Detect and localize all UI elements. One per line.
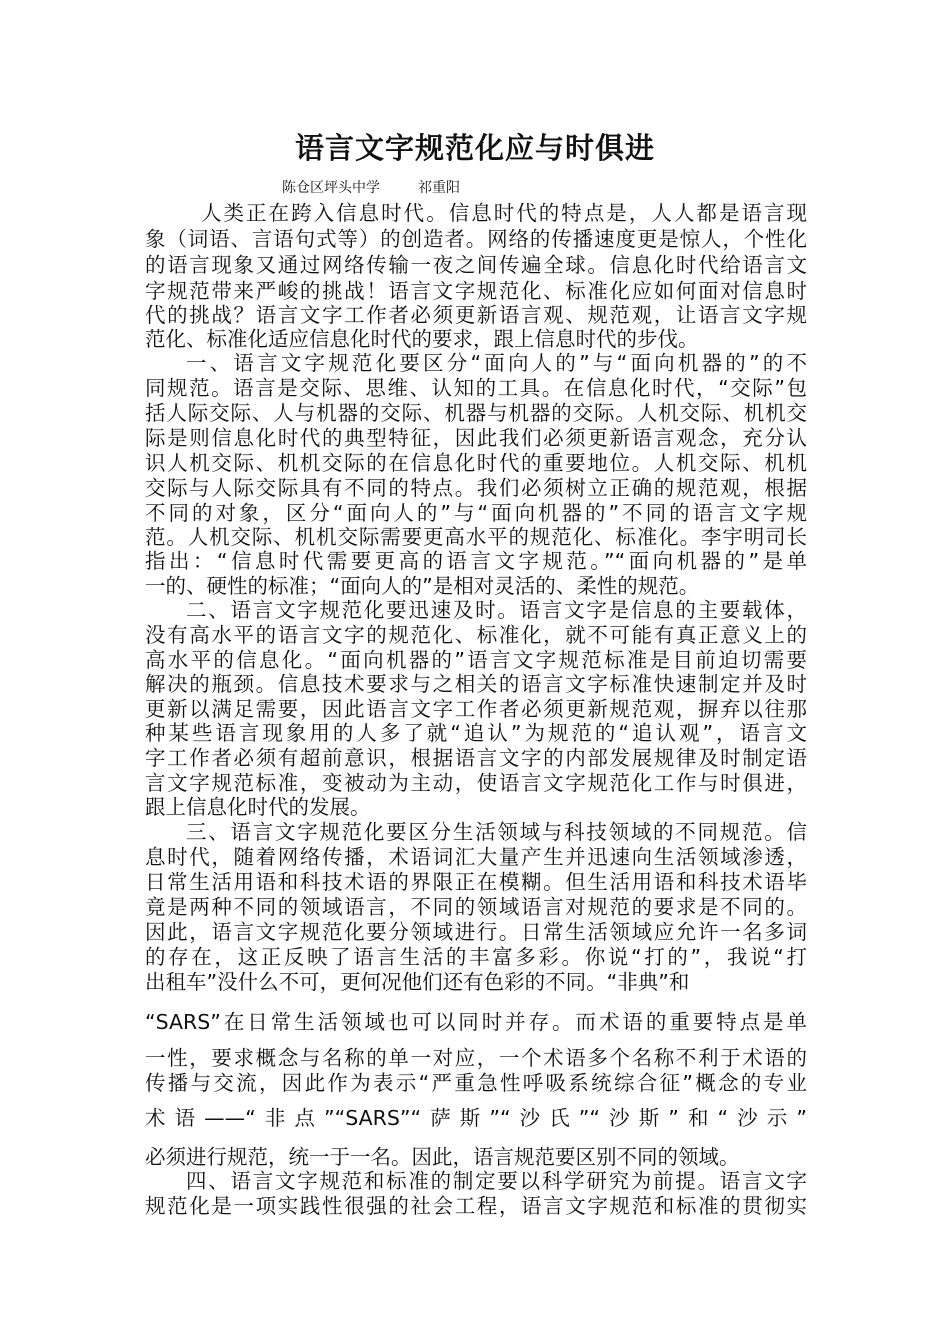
body-line: “SARS”在日常生活领域也可以同时并存。而术语的重要特点是单 — [145, 1010, 807, 1034]
body-line: 言文字规范标准，变被动为主动，使语言文字规范化工作与时俱进， — [145, 771, 807, 795]
body-line: 同规范。语言是交际、思维、认知的工具。在信息化时代，“交际”包 — [145, 376, 807, 400]
body-line: 三、语言文字规范化要区分生活领域与科技领域的不同规范。信 — [186, 820, 807, 844]
body-line: 的语言现象又通过网络传输一夜之间传遍全球。信息化时代给语言文 — [145, 253, 807, 277]
body-line: 字工作者必须有超前意识，根据语言文字的内部发展规律及时制定语 — [145, 746, 807, 770]
body-line: 四、语言文字规范和标准的制定要以科学研究为前提。语言文字 — [186, 1169, 807, 1193]
body-line: 更新以满足需要，因此语言文字工作者必须更新规范观，摒弃以往那 — [145, 697, 807, 721]
body-line: 息时代，随着网络传播，术语词汇大量产生并迅速向生活领域渗透， — [145, 845, 807, 869]
body-line: 高水平的信息化。“面向机器的”语言文字规范标准是目前迫切需要 — [145, 648, 807, 672]
body-line: 因此，语言文字规范化要分领域进行。日常生活领域应允许一名多词 — [145, 920, 807, 944]
body-line: 人类正在跨入信息时代。信息时代的特点是，人人都是语言现 — [201, 201, 807, 225]
body-line: 一的、硬性的标准；“面向人的”是相对灵活的、柔性的规范。 — [145, 574, 700, 598]
body-line: 种某些语言现象用的人多了就“追认”为规范的“追认观”，语言文 — [145, 721, 807, 745]
body-line: 代的挑战？语言文字工作者必须更新语言观、规范观，让语言文字规 — [145, 303, 807, 327]
body-line: 范化、标准化适应信息化时代的要求，跟上信息时代的步伐。 — [145, 327, 699, 351]
body-line: 际是则信息化时代的典型特征，因此我们必须更新语言观念，充分认 — [145, 426, 807, 450]
document-title: 语言文字规范化应与时俱进 — [294, 131, 655, 165]
author-name: 祁重阳 — [418, 180, 460, 196]
body-line: 范。人机交际、机机交际需要更高水平的规范化、标准化。李宇明司长 — [145, 525, 807, 549]
author-school: 陈仓区坪头中学 — [282, 180, 380, 196]
body-line: 规范化是一项实践性很强的社会工程，语言文字规范和标准的贯彻实 — [145, 1194, 807, 1218]
body-line: 解决的瓶颈。信息技术要求与之相关的语言文字标准快速制定并及时 — [145, 672, 807, 696]
body-line: 必须进行规范，统一于一名。因此，语言规范要区别不同的领域。 — [145, 1145, 740, 1169]
body-line: 识人机交际、机机交际的在信息化时代的重要地位。人机交际、机机 — [145, 451, 807, 475]
body-line: 竟是两种不同的领域语言，不同的领域语言对规范的要求是不同的。 — [145, 895, 807, 919]
body-line: 没有高水平的语言文字的规范化、标准化，就不可能有真正意义上的 — [145, 623, 807, 647]
body-line: 括人际交际、人与机器的交际、机器与机器的交际。人机交际、机机交 — [145, 401, 807, 425]
body-line: 指出：“信息时代需要更高的语言文字规范。”“面向机器的”是单 — [145, 549, 807, 573]
body-line: 的存在，这正反映了语言生活的丰富多彩。你说“打的”，我说“打 — [145, 945, 807, 969]
body-line: 跟上信息化时代的发展。 — [145, 795, 371, 819]
body-line: 术语——“非点”“SARS”“萨斯”“沙氏”“沙斯”和“沙示” — [145, 1106, 807, 1130]
body-line: 一、语言文字规范化要区分“面向人的”与“面向机器的”的不 — [186, 351, 807, 375]
body-line: 不同的对象，区分“面向人的”与“面向机器的”不同的语言文字规 — [145, 501, 807, 525]
body-line: 出租车”没什么不可，更何况他们还有色彩的不同。“非典”和 — [145, 970, 690, 994]
body-line: 象（词语、言语句式等）的创造者。网络的传播速度更是惊人，个性化 — [145, 227, 807, 251]
body-line: 日常生活用语和科技术语的界限正在模糊。但生活用语和科技术语毕 — [145, 870, 807, 894]
body-line: 交际与人际交际具有不同的特点。我们必须树立正确的规范观，根据 — [145, 476, 807, 500]
body-line: 一性，要求概念与名称的单一对应，一个术语多个名称不利于术语的 — [145, 1046, 807, 1070]
author-byline — [282, 177, 460, 197]
body-line: 传播与交流，因此作为表示“严重急性呼吸系统综合征”概念的专业 — [145, 1071, 807, 1095]
body-line: 二、语言文字规范化要迅速及时。语言文字是信息的主要载体， — [186, 598, 807, 622]
body-line: 字规范带来严峻的挑战！语言文字规范化、标准化应如何面对信息时 — [145, 279, 807, 303]
